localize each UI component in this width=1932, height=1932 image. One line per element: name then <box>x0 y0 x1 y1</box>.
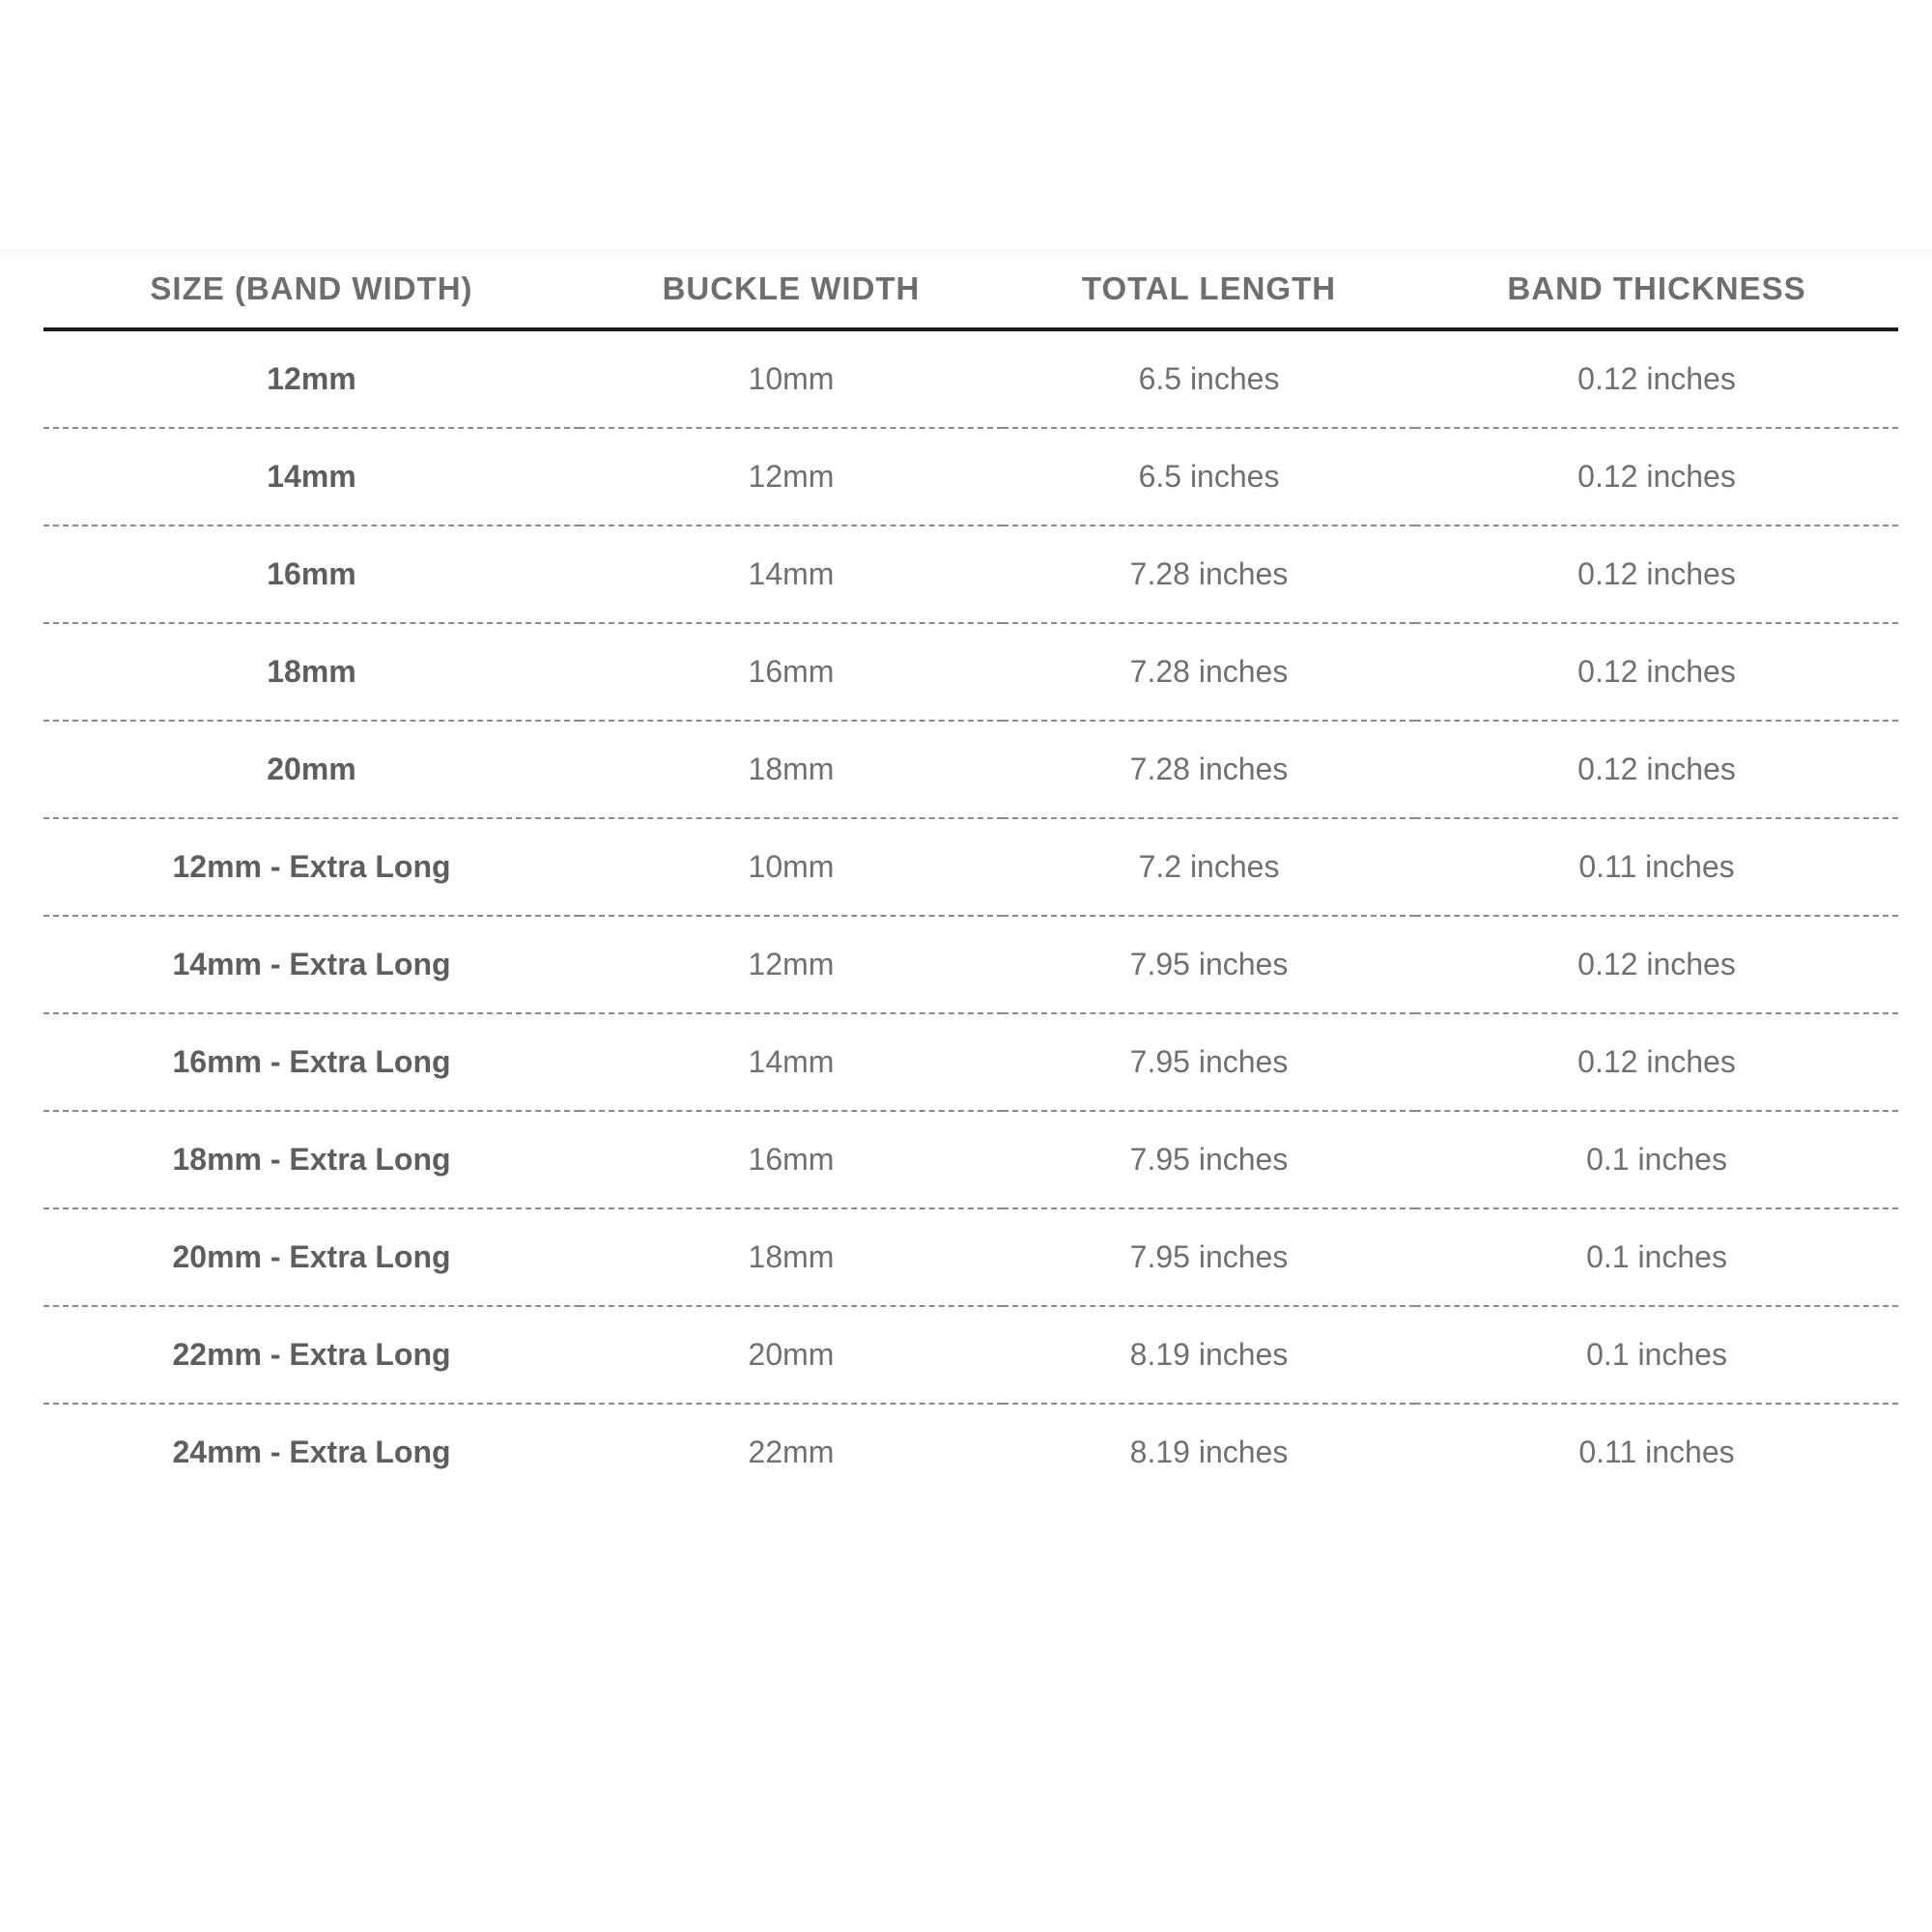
band-thickness-cell: 0.12 inches <box>1415 329 1898 428</box>
band-thickness-cell: 0.12 inches <box>1415 721 1898 818</box>
buckle-width-cell: 16mm <box>580 623 1003 721</box>
buckle-width-cell: 14mm <box>580 1013 1003 1111</box>
band-thickness-cell: 0.12 inches <box>1415 623 1898 721</box>
band-thickness-cell: 0.12 inches <box>1415 916 1898 1013</box>
buckle-width-cell: 12mm <box>580 916 1003 1013</box>
table-row <box>43 1111 1898 1208</box>
band-thickness-cell: 0.12 inches <box>1415 526 1898 623</box>
buckle-width-cell: 14mm <box>580 526 1003 623</box>
header-row <box>43 249 1898 329</box>
header-band-thickness: BAND THICKNESS <box>1415 249 1898 329</box>
band-thickness-cell: 0.1 inches <box>1415 1111 1898 1208</box>
table-row <box>43 1306 1898 1404</box>
table-body <box>43 329 1898 1500</box>
table-row <box>43 1013 1898 1111</box>
table-row <box>43 818 1898 916</box>
size-cell: 16mm - Extra Long <box>43 1013 580 1111</box>
total-length-cell: 7.95 inches <box>1003 1013 1415 1111</box>
total-length-cell: 8.19 inches <box>1003 1306 1415 1404</box>
total-length-cell: 7.28 inches <box>1003 721 1415 818</box>
band-thickness-cell: 0.12 inches <box>1415 1013 1898 1111</box>
table-row <box>43 1404 1898 1500</box>
total-length-cell: 8.19 inches <box>1129 1435 1289 1469</box>
buckle-width-cell: 18mm <box>580 1208 1003 1306</box>
size-cell: 22mm - Extra Long <box>43 1306 580 1404</box>
band-thickness-cell: 0.1 inches <box>1415 1208 1898 1306</box>
size-cell: 24mm - Extra Long <box>172 1435 451 1469</box>
total-length-cell: 7.28 inches <box>1003 526 1415 623</box>
table-row <box>43 428 1898 526</box>
size-cell: 20mm - Extra Long <box>43 1208 580 1306</box>
table-header <box>43 249 1898 329</box>
buckle-width-cell: 16mm <box>580 1111 1003 1208</box>
size-cell: 12mm <box>43 329 580 428</box>
buckle-width-cell: 10mm <box>580 329 1003 428</box>
size-chart-table <box>43 249 1898 1500</box>
size-cell: 12mm - Extra Long <box>43 818 580 916</box>
header-total-length: TOTAL LENGTH <box>1003 249 1415 329</box>
buckle-width-cell: 20mm <box>580 1306 1003 1404</box>
header-buckle-width: BUCKLE WIDTH <box>580 249 1003 329</box>
band-thickness-cell: 0.12 inches <box>1415 428 1898 526</box>
total-length-cell: 7.2 inches <box>1003 818 1415 916</box>
size-cell: 14mm <box>43 428 580 526</box>
size-cell: 18mm - Extra Long <box>43 1111 580 1208</box>
table-row <box>43 916 1898 1013</box>
total-length-cell: 7.95 inches <box>1003 916 1415 1013</box>
size-cell: 20mm <box>43 721 580 818</box>
table-row <box>43 1208 1898 1306</box>
band-thickness-cell: 0.11 inches <box>1415 818 1898 916</box>
header-size: SIZE (BAND WIDTH) <box>43 249 580 329</box>
band-thickness-cell: 0.1 inches <box>1415 1306 1898 1404</box>
total-length-cell: 6.5 inches <box>1003 428 1415 526</box>
size-cell: 18mm <box>43 623 580 721</box>
total-length-cell: 7.95 inches <box>1003 1208 1415 1306</box>
buckle-width-cell: 22mm <box>748 1435 835 1469</box>
table-row <box>43 329 1898 428</box>
total-length-cell: 6.5 inches <box>1003 329 1415 428</box>
table-row <box>43 721 1898 818</box>
band-thickness-cell: 0.11 inches <box>1578 1435 1735 1469</box>
table-row <box>43 623 1898 721</box>
buckle-width-cell: 12mm <box>580 428 1003 526</box>
total-length-cell: 7.95 inches <box>1003 1111 1415 1208</box>
buckle-width-cell: 18mm <box>580 721 1003 818</box>
total-length-cell: 7.28 inches <box>1003 623 1415 721</box>
table-row <box>43 526 1898 623</box>
buckle-width-cell: 10mm <box>580 818 1003 916</box>
size-cell: 16mm <box>43 526 580 623</box>
size-cell: 14mm - Extra Long <box>43 916 580 1013</box>
